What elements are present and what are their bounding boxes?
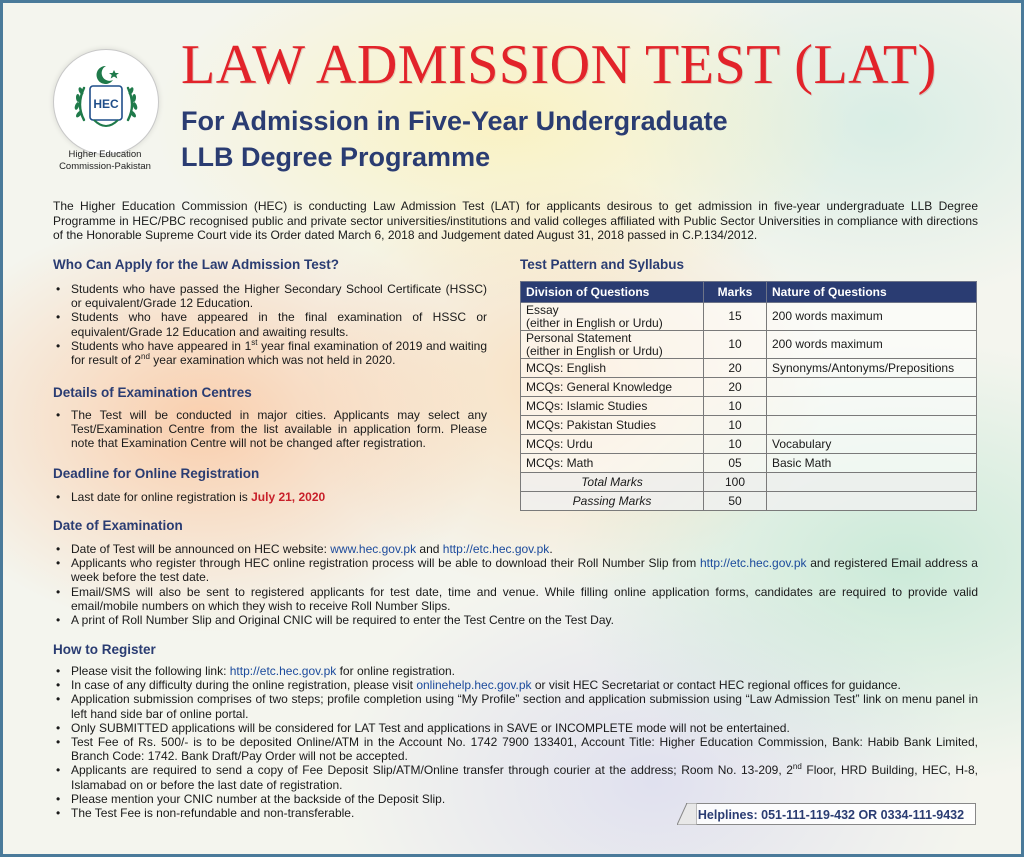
superscript: nd bbox=[141, 352, 150, 362]
list-item: • Students who have passed the Higher Secondary School Certificate (HSSC) or equivalent/Grade 12 Education. bbox=[53, 282, 487, 310]
subtitle-line1: For Admission in Five-Year Undergraduate bbox=[181, 106, 728, 136]
table-row bbox=[521, 454, 977, 473]
list-item: • Application submission comprises of two steps; profile completion using “My Profile” section and application submission using “Law Admission Test” link on menu panel in left hand side bar of online portal. bbox=[53, 692, 978, 720]
cell-nature bbox=[767, 416, 977, 435]
summary-value: 50 bbox=[704, 492, 767, 511]
exam-date-list bbox=[53, 542, 978, 627]
logo-caption bbox=[43, 149, 167, 173]
cell-marks: 05 bbox=[704, 454, 767, 473]
cell-marks: 10 bbox=[704, 397, 767, 416]
cell-division-text: MCQs: Urdu bbox=[526, 436, 593, 451]
list-item bbox=[53, 310, 487, 338]
superscript: st bbox=[251, 337, 258, 347]
cell-division-text: MCQs: Islamic Studies bbox=[526, 398, 648, 413]
cell-division bbox=[521, 359, 704, 378]
list-item: • A print of Roll Number Slip and Original CNIC will be required to enter the Test Centre on the Test Day. bbox=[53, 613, 978, 627]
register-list bbox=[53, 664, 978, 820]
col-division: Division of Questions bbox=[521, 282, 704, 303]
list-item: • Test Fee of Rs. 500/- is to be deposited Online/ATM in the Account No. 1742 7900 133401, Account Title: Higher Education Commission, Bank: Habib Bank Limited, Branch Code: 1742. Bank Draft/Pay Order will not be accepted. bbox=[53, 735, 978, 763]
helpline-tab-icon bbox=[677, 803, 697, 825]
cell-division bbox=[521, 454, 704, 473]
list-item-text: Please visit the following link: bbox=[71, 664, 230, 678]
hec-website-link[interactable]: www.hec.gov.pk bbox=[330, 542, 417, 556]
cell-division bbox=[521, 331, 704, 359]
exam-date-heading: Date of Examination bbox=[53, 518, 183, 533]
list-item: • Email/SMS will also be sent to registered applicants for test date, time and venue. While filling online application forms, candidates are required to provide valid email/mobile numbers on which they wish to receive Roll Number Slips. bbox=[53, 585, 978, 613]
centres-heading: Details of Examination Centres bbox=[53, 385, 252, 400]
deadline-date: July 21, 2020 bbox=[251, 490, 326, 504]
list-item bbox=[53, 490, 487, 504]
table-row bbox=[521, 359, 977, 378]
list-item: • The Test will be conducted in major cities. Applicants may select any Test/Examination Centre from the list available in application form. Please note that Examination Centre will not be changed after registration. bbox=[53, 408, 487, 451]
list-item bbox=[53, 542, 978, 556]
hec-logo bbox=[53, 49, 159, 155]
cell-division-text: MCQs: General Knowledge bbox=[526, 379, 673, 394]
helplines-box bbox=[686, 803, 976, 825]
centres-list bbox=[53, 408, 487, 451]
cell-nature: Basic Math bbox=[767, 454, 977, 473]
cell-marks: 15 bbox=[704, 303, 767, 331]
page-subtitle bbox=[181, 103, 728, 175]
list-item-text: Applicants are required to send a copy of Fee Deposit Slip/ATM/Online transfer through courier at the address; Room No. 13-209, 2 bbox=[71, 763, 793, 778]
cell-marks: 10 bbox=[704, 331, 767, 359]
cell-nature bbox=[767, 397, 977, 416]
syllabus-table bbox=[520, 281, 977, 511]
helplines-label: Helplines: bbox=[697, 808, 758, 822]
cell-division-text: Essay bbox=[526, 303, 559, 317]
cell-nature bbox=[767, 378, 977, 397]
register-heading: How to Register bbox=[53, 642, 156, 657]
summary-empty bbox=[767, 473, 977, 492]
cell-nature: Vocabulary bbox=[767, 435, 977, 454]
cell-marks: 20 bbox=[704, 359, 767, 378]
summary-label: Passing Marks bbox=[521, 492, 704, 511]
list-item bbox=[53, 678, 978, 692]
cell-division-note: (either in English or Urdu) bbox=[526, 315, 663, 330]
table-row bbox=[521, 331, 977, 359]
table-header-row bbox=[521, 282, 977, 303]
list-item bbox=[53, 339, 487, 367]
table-row bbox=[521, 416, 977, 435]
cell-division-text: MCQs: Pakistan Studies bbox=[526, 417, 657, 432]
table-row bbox=[521, 435, 977, 454]
table-summary-row bbox=[521, 473, 977, 492]
list-item-text: for online registration. bbox=[336, 664, 455, 678]
list-item-text: and bbox=[416, 542, 443, 556]
list-item-text: or visit HEC Secretariat or contact HEC regional offices for guidance. bbox=[531, 678, 901, 693]
deadline-list bbox=[53, 490, 487, 504]
summary-label: Total Marks bbox=[521, 473, 704, 492]
list-item-text: and registered Email address a week before the test date. bbox=[71, 556, 978, 585]
cell-marks: 20 bbox=[704, 378, 767, 397]
col-nature: Nature of Questions bbox=[767, 282, 977, 303]
list-item-text: Students who have appeared in the final examination of HSSC or equivalent/Grade 12 Education and awaiting results. bbox=[71, 310, 487, 339]
helplines-numbers: 051-111-119-432 OR 0334-111-9432 bbox=[761, 808, 965, 822]
cell-division-text: MCQs: Math bbox=[526, 455, 594, 470]
list-item-text: Last date for online registration is bbox=[71, 490, 252, 504]
list-item-text: . bbox=[549, 542, 553, 556]
list-item bbox=[53, 664, 978, 678]
list-item: • Only SUBMITTED applications will be considered for LAT Test and applications in SAVE or INCOMPLETE mode will not be entertained. bbox=[53, 721, 978, 735]
cell-nature: Synonyms/Antonyms/Prepositions bbox=[767, 359, 977, 378]
cell-division bbox=[521, 435, 704, 454]
list-item-text: Floor, HRD Building, HEC, H-8, Islamabad on or before the last date of registration. bbox=[71, 763, 978, 792]
cell-division-text: Personal Statement bbox=[526, 331, 632, 345]
list-item-text: year examination which was not held in 2020. bbox=[149, 353, 396, 368]
svg-text:HEC: HEC bbox=[93, 97, 119, 111]
syllabus-body bbox=[521, 303, 977, 511]
table-row bbox=[521, 397, 977, 416]
table-summary-row bbox=[521, 492, 977, 511]
cell-division bbox=[521, 397, 704, 416]
list-item-text: Applicants who register through HEC online registration process will be able to download their Roll Number Slip from bbox=[71, 556, 700, 571]
cell-division-note: (either in English or Urdu) bbox=[526, 343, 663, 358]
page-title: LAW ADMISSION TEST (LAT) bbox=[181, 34, 937, 96]
col-marks: Marks bbox=[704, 282, 767, 303]
superscript: nd bbox=[792, 762, 802, 772]
list-item: • Please mention your CNIC number at the backside of the Deposit Slip. bbox=[53, 792, 978, 806]
deadline-heading: Deadline for Online Registration bbox=[53, 466, 260, 481]
list-item-text: Date of Test will be announced on HEC website: bbox=[71, 542, 331, 556]
cell-division bbox=[521, 303, 704, 331]
logo-caption-line1: Higher Education bbox=[68, 149, 142, 160]
who-can-apply-heading: Who Can Apply for the Law Admission Test? bbox=[53, 257, 340, 272]
list-item bbox=[53, 763, 978, 791]
subtitle-line2: LLB Degree Programme bbox=[181, 142, 491, 172]
list-item-text: In case of any difficulty during the online registration, please visit bbox=[71, 678, 417, 693]
hec-emblem-icon bbox=[54, 50, 158, 154]
etc-website-link[interactable]: http://etc.hec.gov.pk bbox=[700, 556, 807, 571]
list-item bbox=[53, 556, 978, 584]
cell-nature: 200 words maximum bbox=[767, 331, 977, 359]
who-can-apply-list bbox=[53, 282, 487, 367]
cell-division-text: MCQs: English bbox=[526, 360, 607, 375]
table-row bbox=[521, 303, 977, 331]
summary-value: 100 bbox=[704, 473, 767, 492]
logo-caption-line2: Commission-Pakistan bbox=[59, 161, 151, 172]
cell-nature: 200 words maximum bbox=[767, 303, 977, 331]
cell-marks: 10 bbox=[704, 435, 767, 454]
list-item-text: Students who have appeared in 1 bbox=[71, 338, 252, 353]
list-item: • The Test Fee is non-refundable and non-transferable. bbox=[53, 806, 978, 820]
onlinehelp-link[interactable]: onlinehelp.hec.gov.pk bbox=[416, 678, 532, 693]
syllabus-heading: Test Pattern and Syllabus bbox=[520, 257, 685, 272]
etc-website-link[interactable]: http://etc.hec.gov.pk bbox=[442, 542, 550, 556]
summary-empty bbox=[767, 492, 977, 511]
cell-marks: 10 bbox=[704, 416, 767, 435]
list-item-text: year final examination of 2019 and waiting for result of 2 bbox=[71, 338, 487, 368]
cell-division bbox=[521, 378, 704, 397]
etc-website-link[interactable]: http://etc.hec.gov.pk bbox=[229, 664, 337, 678]
table-row bbox=[521, 378, 977, 397]
cell-division bbox=[521, 416, 704, 435]
intro-paragraph: The Higher Education Commission (HEC) is conducting Law Admission Test (LAT) for applicants desirous to get admission in five-year undergraduate LLB Degree Programme in HEC/PBC recognised public and private sector universities/institutions and valid colleges affiliated with Public Sector Universities in compliance with directions of the Honorable Supreme Court vide its Order dated March 6, 2018 and Judgement dated August 31, 2018 passed in C.P.134/2012. bbox=[53, 199, 978, 243]
